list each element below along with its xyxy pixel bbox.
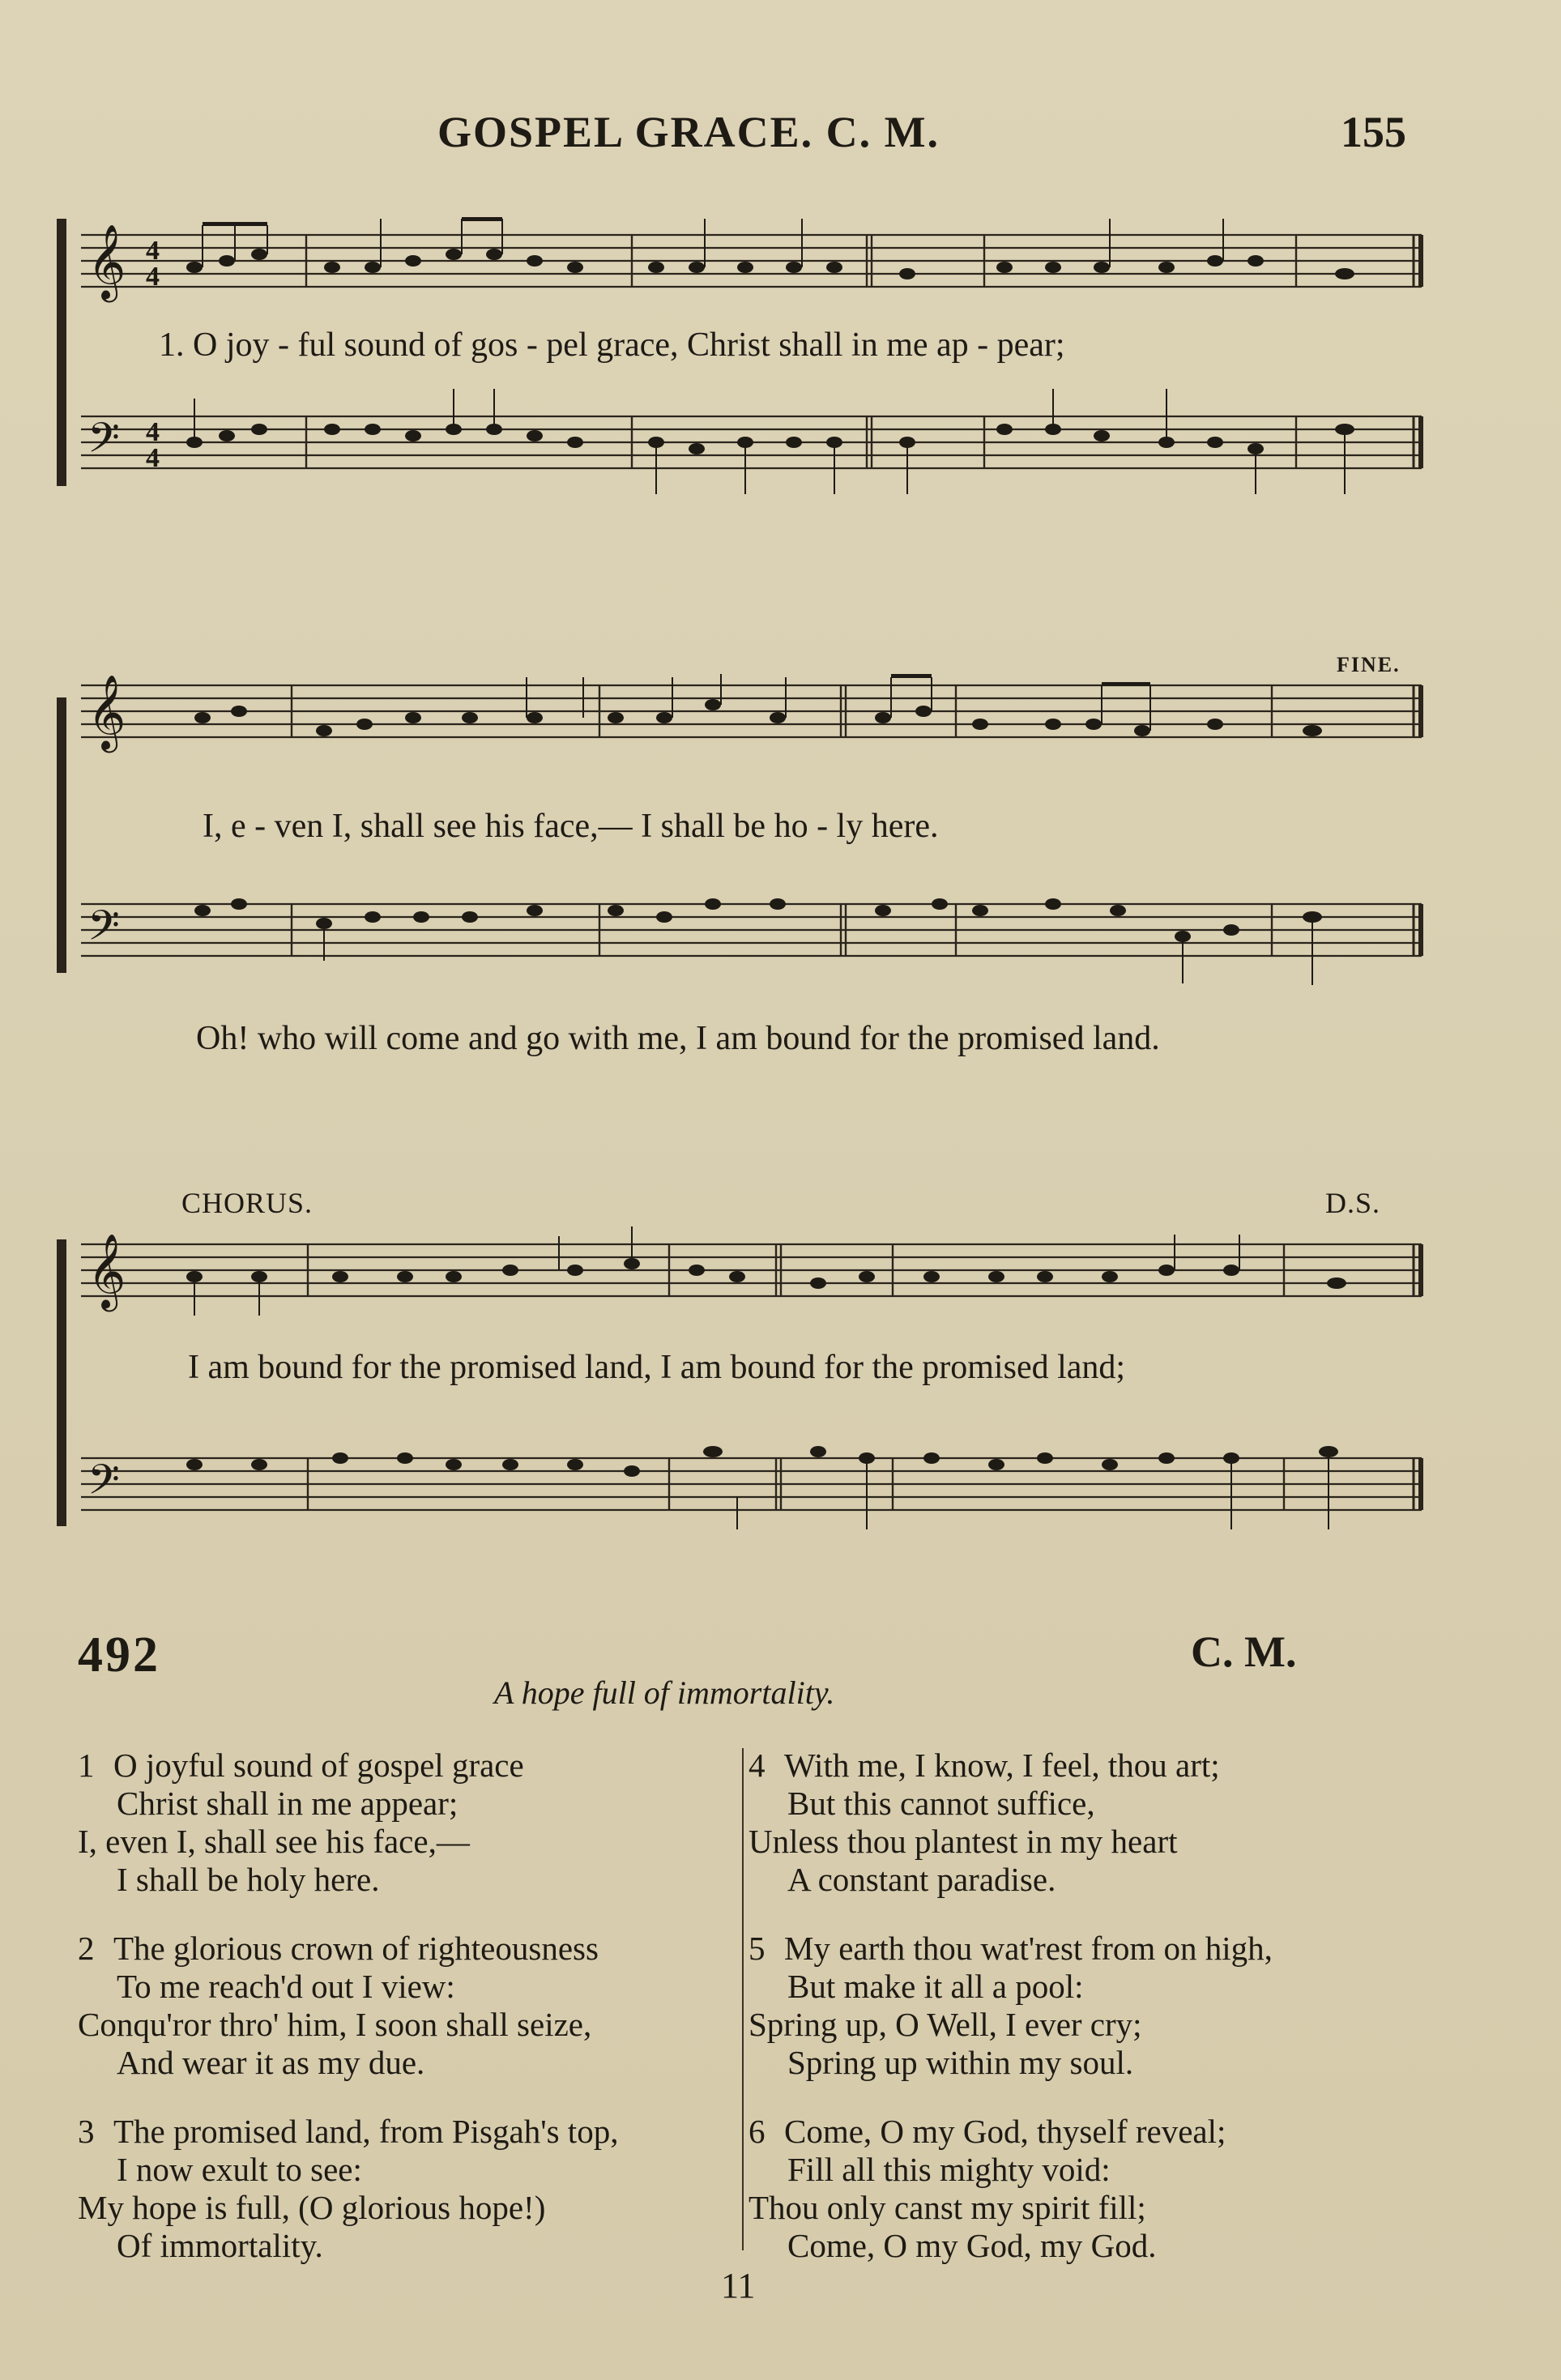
verse-line: I now exult to see: — [117, 2151, 362, 2188]
stanza-number: 5 — [749, 1930, 766, 1967]
stanza-5 — [749, 1930, 1413, 2082]
svg-text:𝄞: 𝄞 — [87, 224, 126, 299]
svg-text:𝄞: 𝄞 — [87, 674, 126, 749]
hymn-number: 492 — [78, 1627, 160, 1683]
stanza-1 — [78, 1747, 742, 1899]
stanza-number: 6 — [749, 2113, 766, 2150]
verse-line: O joyful sound of gospel grace — [113, 1747, 524, 1784]
music-system-1 — [49, 186, 1426, 510]
svg-text:4: 4 — [146, 443, 160, 473]
verse-line: I shall be holy here. — [117, 1861, 380, 1898]
chorus-label: CHORUS. — [181, 1187, 313, 1219]
svg-text:4: 4 — [146, 262, 160, 292]
page-header — [0, 107, 1561, 156]
verse-line: Conqu'ror thro' him, I soon shall seize, — [78, 2006, 592, 2043]
stanza-6 — [749, 2113, 1413, 2265]
verse-line: Come, O my God, my God. — [787, 2227, 1157, 2264]
stanza-number: 4 — [749, 1747, 766, 1784]
lyrics-system-1: 1. O joy - ful sound of gos - pel grace, Christ shall in me ap - pear; — [159, 326, 1065, 364]
verse-line: Unless thou plantest in my heart — [749, 1823, 1178, 1860]
stanza-3 — [78, 2113, 742, 2265]
svg-text:𝄢: 𝄢 — [87, 1455, 120, 1514]
lyrics-system-3: I am bound for the promised land, I am bound for the promised land; — [188, 1349, 1126, 1386]
verse-line: But this cannot suffice, — [787, 1785, 1095, 1822]
hymn-subtitle: A hope full of immortality. — [494, 1674, 835, 1711]
verse-line: A constant paradise. — [787, 1861, 1056, 1898]
stanza-4 — [749, 1747, 1413, 1899]
verse-line: Fill all this mighty void: — [787, 2151, 1111, 2188]
verse-line: With me, I know, I feel, thou art; — [784, 1747, 1220, 1784]
verse-line: The promised land, from Pisgah's top, — [113, 2113, 619, 2150]
fine-marking: FINE. — [1337, 653, 1401, 676]
verse-line: Spring up within my soul. — [787, 2044, 1134, 2081]
refrain-text: Oh! who will come and go with me, I am bound for the promised land. — [196, 1020, 1160, 1057]
lyrics-system-2: I, e - ven I, shall see his face,— I shall be ho - ly here. — [203, 808, 939, 845]
verses-right-column — [749, 1747, 1413, 2296]
verse-line: But make it all a pool: — [787, 1968, 1084, 2005]
column-divider — [742, 1748, 744, 2250]
music-system-2 — [49, 653, 1426, 1074]
stanza-number: 2 — [78, 1930, 95, 1967]
verse-line: Thou only canst my spirit fill; — [749, 2189, 1146, 2226]
stanza-2 — [78, 1930, 742, 2082]
verse-line: Spring up, O Well, I ever cry; — [749, 2006, 1142, 2043]
verse-line: Come, O my God, thyself reveal; — [784, 2113, 1226, 2150]
svg-text:𝄢: 𝄢 — [87, 413, 120, 472]
verse-line: To me reach'd out I view: — [117, 1968, 455, 2005]
signature-mark: 11 — [721, 2266, 756, 2305]
svg-text:𝄢: 𝄢 — [87, 901, 120, 960]
music-system-3 — [49, 1186, 1426, 1542]
verse-line: Christ shall in me appear; — [117, 1785, 458, 1822]
verse-line: And wear it as my due. — [117, 2044, 425, 2081]
hymn-meter: C. M. — [1191, 1627, 1297, 1676]
ds-marking: D.S. — [1325, 1187, 1381, 1219]
svg-text:4: 4 — [146, 236, 160, 266]
verse-line: My earth thou wat'rest from on high, — [784, 1930, 1273, 1967]
verse-line: Of immortality. — [117, 2227, 323, 2264]
verse-line: I, even I, shall see his face,— — [78, 1823, 470, 1860]
page-number: 155 — [1341, 108, 1406, 156]
stanza-number: 3 — [78, 2113, 95, 2150]
verse-line: The glorious crown of righteousness — [113, 1930, 599, 1967]
verse-line: My hope is full, (O glorious hope!) — [78, 2189, 546, 2226]
svg-text:𝄞: 𝄞 — [87, 1233, 126, 1308]
tune-title: GOSPEL GRACE. C. M. — [437, 108, 940, 156]
verses-left-column — [78, 1747, 742, 2296]
stanza-number: 1 — [78, 1747, 95, 1784]
svg-text:4: 4 — [146, 417, 160, 447]
